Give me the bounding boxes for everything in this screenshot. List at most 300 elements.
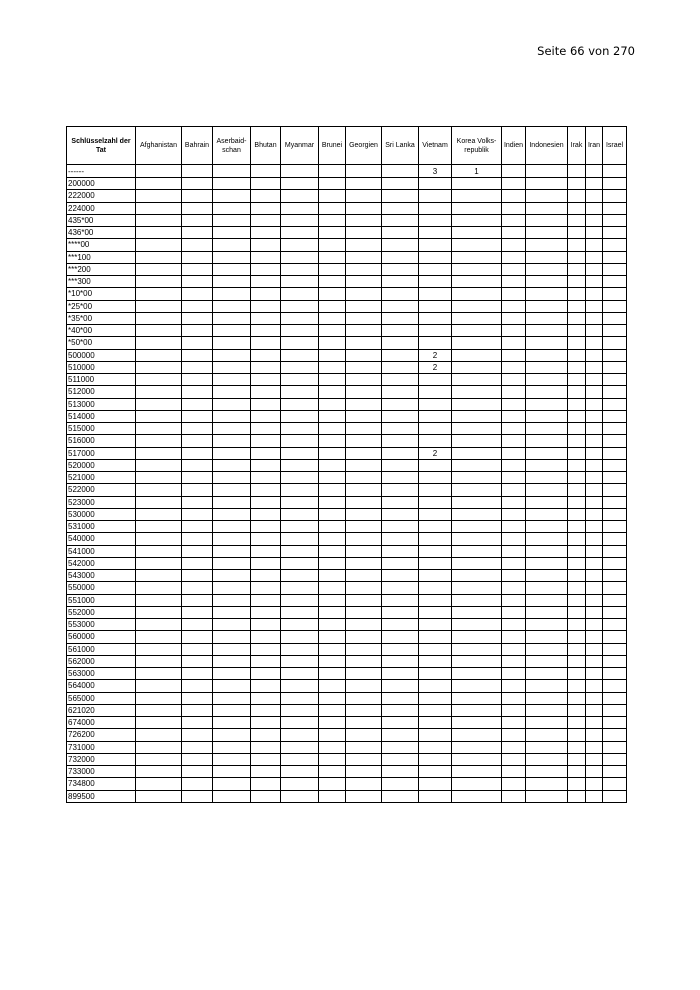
column-header: Indonesien xyxy=(526,127,568,165)
value-cell xyxy=(213,202,251,214)
value-cell xyxy=(251,643,281,655)
row-key-cell: 530000 xyxy=(67,508,136,520)
value-cell xyxy=(346,374,382,386)
row-key-cell: *35*00 xyxy=(67,312,136,324)
value-cell xyxy=(382,717,419,729)
value-cell xyxy=(213,496,251,508)
value-cell xyxy=(419,545,452,557)
value-cell xyxy=(568,594,586,606)
column-header: Iran xyxy=(586,127,603,165)
value-cell xyxy=(419,202,452,214)
value-cell xyxy=(382,239,419,251)
value-cell xyxy=(586,655,603,667)
value-cell xyxy=(502,190,526,202)
value-cell xyxy=(136,766,182,778)
value-cell xyxy=(526,717,568,729)
value-cell xyxy=(319,668,346,680)
value-cell xyxy=(319,717,346,729)
value-cell xyxy=(213,423,251,435)
column-header: Afghanistan xyxy=(136,127,182,165)
value-cell xyxy=(382,753,419,765)
value-cell xyxy=(586,325,603,337)
value-cell xyxy=(213,545,251,557)
value-cell xyxy=(213,753,251,765)
value-cell xyxy=(568,325,586,337)
value-cell xyxy=(136,619,182,631)
value-cell xyxy=(603,521,627,533)
value-cell xyxy=(419,239,452,251)
value-cell xyxy=(136,300,182,312)
value-cell xyxy=(251,753,281,765)
value-cell xyxy=(526,190,568,202)
table-row xyxy=(67,410,627,422)
value-cell xyxy=(382,178,419,190)
value-cell xyxy=(136,165,182,178)
value-cell xyxy=(419,766,452,778)
value-cell xyxy=(526,276,568,288)
value-cell xyxy=(586,496,603,508)
value-cell xyxy=(213,325,251,337)
value-cell xyxy=(281,766,319,778)
table-body xyxy=(67,165,627,803)
value-cell xyxy=(136,545,182,557)
value-cell xyxy=(382,496,419,508)
value-cell xyxy=(281,668,319,680)
value-cell xyxy=(382,386,419,398)
value-cell xyxy=(382,790,419,802)
value-cell xyxy=(452,459,502,471)
value-cell xyxy=(346,398,382,410)
value-cell xyxy=(213,214,251,226)
value-cell xyxy=(319,312,346,324)
value-cell xyxy=(346,717,382,729)
table-row xyxy=(67,178,627,190)
value-cell xyxy=(136,668,182,680)
value-cell xyxy=(603,790,627,802)
value-cell xyxy=(603,349,627,361)
value-cell xyxy=(586,178,603,190)
table-row xyxy=(67,557,627,569)
value-cell xyxy=(382,484,419,496)
value-cell xyxy=(182,790,213,802)
value-cell xyxy=(526,325,568,337)
value-cell xyxy=(251,778,281,790)
row-key-cell: 551000 xyxy=(67,594,136,606)
value-cell xyxy=(346,288,382,300)
value-cell xyxy=(182,484,213,496)
value-cell xyxy=(213,276,251,288)
value-cell xyxy=(213,300,251,312)
value-cell xyxy=(319,337,346,349)
table-row xyxy=(67,202,627,214)
value-cell xyxy=(419,606,452,618)
value-cell xyxy=(136,741,182,753)
value-cell xyxy=(213,288,251,300)
value-cell xyxy=(502,496,526,508)
value-cell xyxy=(526,668,568,680)
value-cell xyxy=(182,521,213,533)
value-cell xyxy=(346,337,382,349)
row-key-cell: 435*00 xyxy=(67,214,136,226)
value-cell xyxy=(603,472,627,484)
table-row xyxy=(67,508,627,520)
value-cell xyxy=(346,790,382,802)
value-cell xyxy=(251,227,281,239)
row-key-cell: 512000 xyxy=(67,386,136,398)
value-cell xyxy=(182,741,213,753)
value-cell xyxy=(319,582,346,594)
value-cell xyxy=(586,337,603,349)
value-cell xyxy=(502,741,526,753)
value-cell xyxy=(346,312,382,324)
value-cell xyxy=(182,374,213,386)
value-cell xyxy=(251,386,281,398)
value-cell xyxy=(319,643,346,655)
value-cell xyxy=(419,190,452,202)
value-cell xyxy=(182,557,213,569)
column-header: Bahrain xyxy=(182,127,213,165)
value-cell xyxy=(526,227,568,239)
value-cell xyxy=(281,435,319,447)
value-cell xyxy=(281,447,319,459)
value-cell xyxy=(213,472,251,484)
value-cell xyxy=(346,533,382,545)
value-cell xyxy=(502,386,526,398)
value-cell xyxy=(346,423,382,435)
row-key-cell: ***300 xyxy=(67,276,136,288)
value-cell xyxy=(382,423,419,435)
column-header: Irak xyxy=(568,127,586,165)
value-cell xyxy=(603,300,627,312)
value-cell xyxy=(182,337,213,349)
value-cell xyxy=(568,508,586,520)
value-cell xyxy=(182,655,213,667)
value-cell xyxy=(502,729,526,741)
value-cell xyxy=(526,766,568,778)
value-cell xyxy=(526,251,568,263)
row-key-cell: 511000 xyxy=(67,374,136,386)
value-cell xyxy=(502,178,526,190)
value-cell xyxy=(568,484,586,496)
value-cell xyxy=(136,361,182,373)
value-cell xyxy=(346,227,382,239)
value-cell xyxy=(603,459,627,471)
value-cell xyxy=(526,337,568,349)
row-key-cell: *40*00 xyxy=(67,325,136,337)
value-cell xyxy=(419,508,452,520)
value-cell xyxy=(452,312,502,324)
value-cell xyxy=(526,606,568,618)
value-cell xyxy=(213,741,251,753)
value-cell xyxy=(281,545,319,557)
value-cell xyxy=(281,459,319,471)
column-header: Korea Volks-republik xyxy=(452,127,502,165)
value-cell xyxy=(568,643,586,655)
value-cell xyxy=(586,533,603,545)
value-cell xyxy=(346,251,382,263)
table-row xyxy=(67,741,627,753)
value-cell xyxy=(603,202,627,214)
value-cell xyxy=(281,410,319,422)
value-cell xyxy=(346,766,382,778)
value-cell xyxy=(182,325,213,337)
value-cell xyxy=(526,643,568,655)
value-cell xyxy=(526,557,568,569)
value-cell xyxy=(281,251,319,263)
value-cell xyxy=(319,496,346,508)
value-cell xyxy=(603,361,627,373)
value-cell xyxy=(281,729,319,741)
value-cell xyxy=(419,704,452,716)
value-cell xyxy=(603,410,627,422)
column-header: Vietnam xyxy=(419,127,452,165)
value-cell xyxy=(136,312,182,324)
value-cell xyxy=(603,447,627,459)
value-cell xyxy=(382,533,419,545)
value-cell xyxy=(419,790,452,802)
value-cell xyxy=(568,472,586,484)
value-cell xyxy=(251,288,281,300)
value-cell xyxy=(452,484,502,496)
value-cell xyxy=(603,594,627,606)
value-cell xyxy=(526,533,568,545)
value-cell xyxy=(281,570,319,582)
value-cell xyxy=(603,251,627,263)
value-cell xyxy=(502,557,526,569)
value-cell xyxy=(281,619,319,631)
value-cell xyxy=(586,459,603,471)
value-cell xyxy=(319,472,346,484)
column-header: Myanmar xyxy=(281,127,319,165)
value-cell xyxy=(586,508,603,520)
value-cell xyxy=(568,717,586,729)
value-cell xyxy=(319,655,346,667)
value-cell xyxy=(251,349,281,361)
value-cell xyxy=(603,655,627,667)
value-cell xyxy=(251,594,281,606)
value-cell xyxy=(346,753,382,765)
table-row xyxy=(67,214,627,226)
value-cell xyxy=(568,410,586,422)
value-cell xyxy=(213,557,251,569)
value-cell xyxy=(319,386,346,398)
value-cell xyxy=(251,680,281,692)
value-cell xyxy=(419,288,452,300)
value-cell xyxy=(586,631,603,643)
value-cell xyxy=(281,631,319,643)
value-cell xyxy=(251,361,281,373)
value-cell xyxy=(213,386,251,398)
value-cell xyxy=(346,778,382,790)
value-cell xyxy=(502,582,526,594)
value-cell: 1 xyxy=(452,165,502,178)
value-cell xyxy=(319,557,346,569)
value-cell xyxy=(346,447,382,459)
value-cell xyxy=(586,423,603,435)
value-cell xyxy=(213,680,251,692)
value-cell xyxy=(568,729,586,741)
value-cell xyxy=(319,300,346,312)
value-cell xyxy=(526,410,568,422)
value-cell xyxy=(526,459,568,471)
value-cell xyxy=(586,570,603,582)
value-cell xyxy=(319,741,346,753)
value-cell xyxy=(251,508,281,520)
value-cell xyxy=(213,447,251,459)
value-cell xyxy=(568,582,586,594)
value-cell xyxy=(603,165,627,178)
value-cell xyxy=(346,655,382,667)
row-key-cell: 560000 xyxy=(67,631,136,643)
table-row xyxy=(67,570,627,582)
value-cell xyxy=(319,606,346,618)
table-row xyxy=(67,631,627,643)
value-cell xyxy=(382,190,419,202)
value-cell xyxy=(502,374,526,386)
value-cell xyxy=(586,447,603,459)
value-cell xyxy=(419,227,452,239)
value-cell xyxy=(213,165,251,178)
table-row xyxy=(67,545,627,557)
value-cell xyxy=(568,227,586,239)
value-cell xyxy=(346,545,382,557)
value-cell xyxy=(586,398,603,410)
value-cell xyxy=(281,361,319,373)
value-cell xyxy=(136,582,182,594)
value-cell xyxy=(346,325,382,337)
value-cell xyxy=(452,533,502,545)
row-key-cell: 200000 xyxy=(67,178,136,190)
table-row xyxy=(67,459,627,471)
table-header xyxy=(67,127,627,165)
value-cell xyxy=(502,643,526,655)
value-cell xyxy=(526,214,568,226)
value-cell xyxy=(382,692,419,704)
value-cell xyxy=(319,374,346,386)
value-cell xyxy=(281,386,319,398)
table-row xyxy=(67,594,627,606)
value-cell xyxy=(136,521,182,533)
value-cell xyxy=(251,766,281,778)
value-cell xyxy=(182,704,213,716)
value-cell xyxy=(182,668,213,680)
table-row xyxy=(67,227,627,239)
value-cell xyxy=(281,423,319,435)
value-cell xyxy=(136,386,182,398)
value-cell xyxy=(419,717,452,729)
value-cell xyxy=(452,227,502,239)
value-cell xyxy=(281,557,319,569)
value-cell xyxy=(136,410,182,422)
value-cell xyxy=(182,361,213,373)
value-cell xyxy=(319,349,346,361)
value-cell xyxy=(586,668,603,680)
value-cell xyxy=(568,631,586,643)
value-cell xyxy=(319,276,346,288)
value-cell xyxy=(213,643,251,655)
value-cell xyxy=(419,594,452,606)
value-cell xyxy=(251,692,281,704)
value-cell xyxy=(346,472,382,484)
table-row xyxy=(67,643,627,655)
value-cell xyxy=(502,337,526,349)
table-row xyxy=(67,337,627,349)
value-cell xyxy=(382,251,419,263)
value-cell xyxy=(586,729,603,741)
value-cell xyxy=(568,398,586,410)
value-cell: 2 xyxy=(419,447,452,459)
value-cell xyxy=(346,741,382,753)
table-row xyxy=(67,680,627,692)
value-cell xyxy=(568,741,586,753)
table-row xyxy=(67,668,627,680)
value-cell xyxy=(568,766,586,778)
row-key-cell: *50*00 xyxy=(67,337,136,349)
value-cell xyxy=(213,594,251,606)
value-cell xyxy=(251,165,281,178)
value-cell xyxy=(281,484,319,496)
value-cell xyxy=(603,496,627,508)
value-cell xyxy=(346,202,382,214)
value-cell xyxy=(346,508,382,520)
row-key-cell: 522000 xyxy=(67,484,136,496)
value-cell xyxy=(319,361,346,373)
value-cell xyxy=(452,386,502,398)
value-cell xyxy=(281,312,319,324)
value-cell xyxy=(526,508,568,520)
row-key-cell: 224000 xyxy=(67,202,136,214)
value-cell xyxy=(502,239,526,251)
row-key-cell: 520000 xyxy=(67,459,136,471)
value-cell xyxy=(319,545,346,557)
value-cell xyxy=(419,472,452,484)
value-cell xyxy=(182,263,213,275)
value-cell xyxy=(251,557,281,569)
value-cell xyxy=(603,753,627,765)
value-cell xyxy=(452,423,502,435)
value-cell xyxy=(452,337,502,349)
value-cell xyxy=(182,435,213,447)
row-key-cell: 540000 xyxy=(67,533,136,545)
value-cell xyxy=(568,374,586,386)
value-cell xyxy=(502,533,526,545)
value-cell xyxy=(346,704,382,716)
value-cell xyxy=(419,251,452,263)
value-cell xyxy=(382,472,419,484)
value-cell xyxy=(281,741,319,753)
value-cell xyxy=(586,545,603,557)
value-cell xyxy=(526,447,568,459)
value-cell xyxy=(603,325,627,337)
value-cell xyxy=(251,312,281,324)
value-cell xyxy=(568,655,586,667)
value-cell xyxy=(502,631,526,643)
value-cell xyxy=(251,570,281,582)
value-cell xyxy=(419,374,452,386)
table-row xyxy=(67,790,627,802)
value-cell xyxy=(136,447,182,459)
value-cell xyxy=(419,337,452,349)
value-cell xyxy=(251,398,281,410)
value-cell xyxy=(382,594,419,606)
value-cell xyxy=(251,741,281,753)
statistics-table xyxy=(66,126,627,803)
value-cell xyxy=(136,717,182,729)
value-cell xyxy=(419,484,452,496)
value-cell xyxy=(452,410,502,422)
value-cell xyxy=(419,386,452,398)
value-cell xyxy=(251,263,281,275)
